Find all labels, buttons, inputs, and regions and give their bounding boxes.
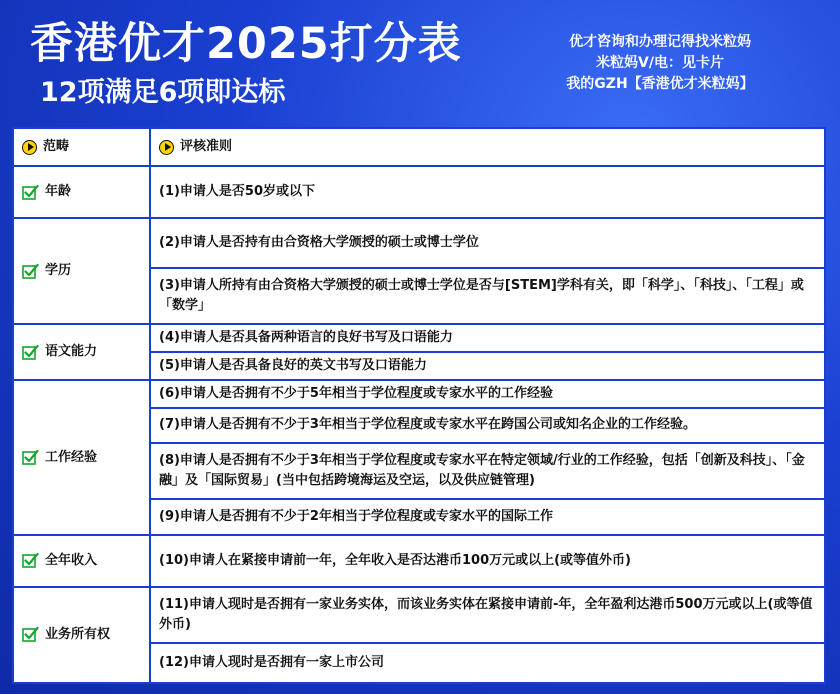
- category-cell: [13, 324, 150, 380]
- score-table: [12, 127, 826, 684]
- header: [0, 0, 840, 120]
- category-cell: [13, 535, 150, 587]
- contact-line: 米粒妈V/电：见卡片: [596, 55, 724, 71]
- contact-line: 我的GZH【香港优才米粒妈】: [566, 76, 754, 92]
- criteria-cell: (6)申请人是否拥有不少于5年相当于学位程度或专家水平的工作经验: [150, 380, 825, 408]
- header-label: 范畴: [43, 139, 70, 155]
- table-row: [13, 324, 825, 352]
- table-row: [13, 535, 825, 587]
- page-title: 香港优才2025打分表: [30, 19, 462, 69]
- table-row: [13, 587, 825, 643]
- criteria-cell: (4)申请人是否具备两种语言的良好书写及口语能力: [150, 324, 825, 352]
- criteria-cell: (11)申请人现时是否拥有一家业务实体，而该业务实体在紧接申请前-年，全年盈利达港币500万元或以上(或等值外币): [150, 587, 825, 643]
- checkbox-check-icon: [22, 184, 39, 201]
- criteria-table: [12, 127, 826, 684]
- category-cell: [13, 166, 150, 218]
- category-cell: [13, 218, 150, 324]
- criteria-cell: (2)申请人是否持有由合资格大学颁授的硕士或博士学位: [150, 218, 825, 268]
- header-cell-category: [13, 128, 150, 166]
- header-cell-criteria: [150, 128, 825, 166]
- checkbox-check-icon: [22, 344, 39, 361]
- category-label: 全年收入: [45, 552, 98, 568]
- checkbox-check-icon: [22, 552, 39, 569]
- category-label: 语文能力: [45, 344, 98, 360]
- contact-line: 优才咨询和办理记得找米粒妈: [569, 34, 751, 50]
- table-row: [13, 218, 825, 268]
- table-row: [13, 166, 825, 218]
- category-label: 业务所有权: [45, 626, 111, 642]
- play-circle-icon: [159, 140, 174, 155]
- criteria-cell: (7)申请人是否拥有不少于3年相当于学位程度或专家水平在跨国公司或知名企业的工作经验。: [150, 408, 825, 442]
- criteria-cell: (5)申请人是否具备良好的英文书写及口语能力: [150, 352, 825, 380]
- checkbox-check-icon: [22, 626, 39, 643]
- play-circle-icon: [22, 140, 37, 155]
- checkbox-check-icon: [22, 449, 39, 466]
- criteria-cell: (12)申请人现时是否拥有一家上市公司: [150, 643, 825, 683]
- category-label: 年龄: [45, 184, 72, 200]
- criteria-cell: (10)申请人在紧接申请前一年，全年收入是否达港币100万元或以上(或等值外币): [150, 535, 825, 587]
- category-cell: [13, 587, 150, 683]
- category-label: 学历: [45, 263, 72, 279]
- criteria-cell: (8)申请人是否拥有不少于3年相当于学位程度或专家水平在特定领域/行业的工作经验，包括「创新及科技」、「金融」及「国际贸易」(当中包括跨境海运及空运，以及供应链管理): [150, 443, 825, 499]
- table-header-row: [13, 128, 825, 166]
- checkbox-check-icon: [22, 263, 39, 280]
- category-label: 工作经验: [45, 449, 98, 465]
- contact-info: [520, 32, 800, 95]
- page-subtitle: 12项满足6项即达标: [40, 77, 286, 108]
- table-row: [13, 380, 825, 408]
- criteria-cell: (1)申请人是否50岁或以下: [150, 166, 825, 218]
- header-label: 评核准则: [180, 139, 233, 155]
- criteria-cell: (3)申请人所持有由合资格大学颁授的硕士或博士学位是否与[STEM]学科有关，即「科学」、「科技」、「工程」或「数学」: [150, 268, 825, 324]
- category-cell: [13, 380, 150, 534]
- criteria-cell: (9)申请人是否拥有不少于2年相当于学位程度或专家水平的国际工作: [150, 499, 825, 535]
